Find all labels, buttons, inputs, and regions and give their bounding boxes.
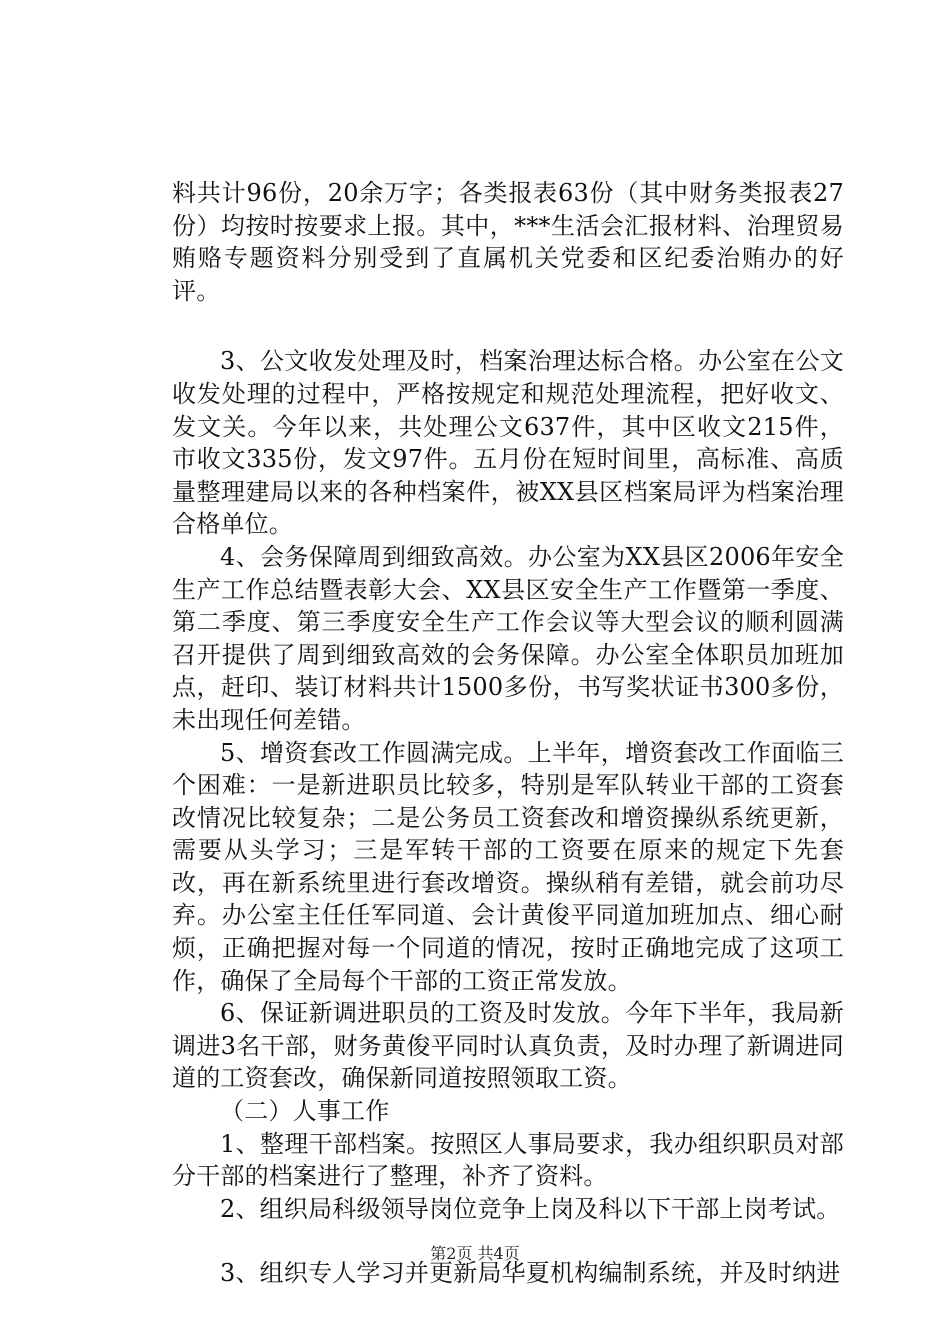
page-number-footer: 第2页 共4页: [430, 1244, 520, 1263]
paragraph-report-summary: 料共计96份，20余万字；各类报表63份（其中财务类报表27份）均按时按要求上报。其中，***生活会汇报材料、治理贸易贿赂专题资料分别受到了直属机关党委和区纪委治贿办的好评。: [172, 179, 844, 305]
paragraph-promotion-exam: 2、组织局科级领导岗位竞争上岗及科以下干部上岗考试。: [220, 1194, 841, 1223]
paragraph-organization-system: 3、组织专人学习并更新局华夏机构编制系统，并及时纳进: [220, 1259, 841, 1288]
paragraph-document-handling: 3、公文收发处理及时，档案治理达标合格。办公室在公文收发处理的过程中，严格按规定和规范处理流程，把好收文、发文关。今年以来，共处理公文637件，其中区收文215件，市收文335份，发文97件。五月份在短时间里，高标准、高质量整理建局以来的各种档案件，被XX县区档案局评为档案治理合格单位。: [172, 347, 844, 539]
paragraph-new-staff-salary: 6、保证新调进职员的工资及时发放。今年下半年，我局新调进3名干部，财务黄俊平同时认真负责，及时办理了新调进同道的工资套改，确保新同道按照领取工资。: [172, 999, 844, 1093]
paragraph-cadre-archives: 1、整理干部档案。按照区人事局要求，我办组织职员对部分干部的档案进行了整理，补齐了资料。: [172, 1129, 844, 1191]
section-heading-personnel: （二）人事工作: [220, 1097, 390, 1126]
paragraph-salary-reform: 5、增资套改工作圆满完成。上半年，增资套改工作面临三个困难：一是新进职员比较多，特别是军队转业干部的工资套改情况比较复杂；二是公务员工资套改和增资操纵系统更新，需要从头学习；三是军转干部的工资要在原来的规定下先套改，再在新系统里进行套改增资。操纵稍有差错，就会前功尽弃。办公室主任任军同道、会计黄俊平同道加班加点、细心耐烦，正确把握对每一个同道的情况，按时正确地完成了这项工作，确保了全局每个干部的工资正常发放。: [172, 738, 844, 995]
paragraph-meeting-support: 4、会务保障周到细致高效。办公室为XX县区2006年安全生产工作总结暨表彰大会、XX县区安全生产工作暨第一季度、第二季度、第三季度安全生产工作会议等大型会议的顺利圆满召开提供了周到细致高效的会务保障。办公室全体职员加班加点，赶印、装订材料共计1500多份，书写奖状证书300多份，未出现任何差错。: [172, 542, 844, 734]
document-body: [172, 177, 844, 1290]
